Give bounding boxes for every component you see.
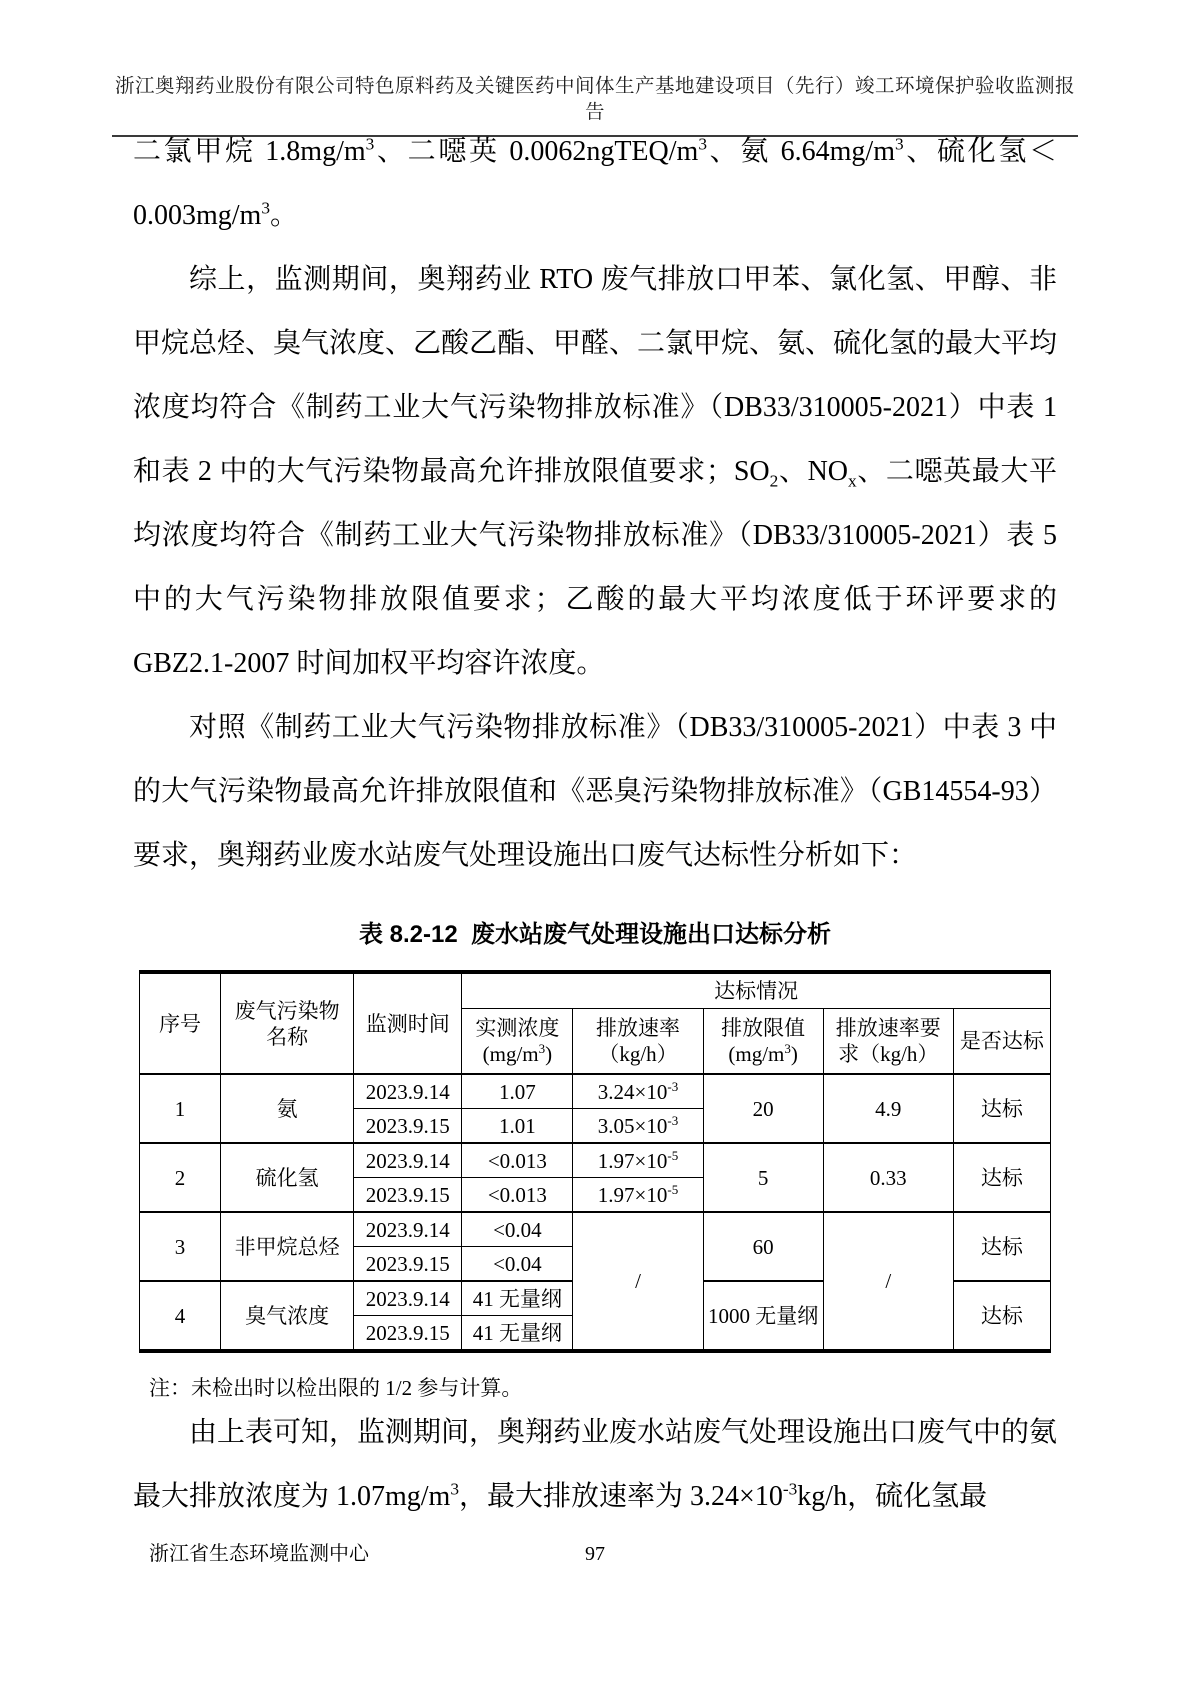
column-header-rate-req [823,1009,953,1075]
cell-conc: <0.04 [462,1212,573,1247]
column-header-limit [703,1009,823,1075]
column-header-time: 监测时间 [354,972,462,1074]
cell-seq: 4 [140,1281,221,1351]
cell-date: 2023.9.15 [354,1247,462,1282]
paragraph-emission-values: 二氯甲烷 $1.8mg/m^3$、二噁英 $0.0062ngTEQ/m^3$、氨 $6.64mg/m^3$、硫化氢$<0.003mg/m^3$。 [133,134,1057,231]
cell-pollutant: 非甲烷总烃 [221,1212,354,1281]
cell-rate-req: 4.9 [823,1074,953,1143]
table-row [140,1074,1051,1109]
report-title: 浙江奥翔药业股份有限公司特色原料药及关键医药中间体生产基地建设项目（先行）竣工环境保护验收监测报告 [114,76,1075,123]
cell-seq: 3 [140,1212,221,1281]
cell-conc: <0.013 [462,1178,573,1213]
table-title: 表 8.2-12 废水站废气处理设施出口达标分析 [358,921,832,948]
cell-rate: $3.05\times 10^{-3}$ [573,1109,703,1144]
column-header-rate-label: 排放速率 [596,1016,680,1040]
cell-rate-req: 0.33 [823,1143,953,1212]
cell-conc: 41 无量纲 [462,1316,573,1352]
column-header-rate-req-line2: 求（kg/h） [838,1042,939,1066]
cell-pollutant: 硫化氢 [221,1143,354,1212]
cell-verdict: 达标 [953,1281,1050,1351]
cell-date: 2023.9.14 [354,1143,462,1178]
cell-conc: 41 无量纲 [462,1281,573,1316]
cell-date: 2023.9.15 [354,1316,462,1352]
column-header-limit-label: 排放限值 [721,1016,806,1040]
compliance-table [139,970,1051,1353]
column-header-rate-unit: （kg/h） [598,1042,678,1066]
cell-limit: 5 [703,1143,823,1212]
cell-rate: $1.97\times 10^{-5}$ [573,1178,703,1213]
cell-date: 2023.9.14 [354,1212,462,1247]
page-footer [133,1541,1057,1571]
column-header-compliance-group: 达标情况 [462,972,1051,1009]
cell-verdict: 达标 [953,1143,1050,1212]
column-header-limit-unit: $(mg/m^3)$ [728,1041,798,1066]
cell-conc: <0.013 [462,1143,573,1178]
table-header-row-1 [140,972,1051,1009]
cell-pollutant: 臭气浓度 [221,1281,354,1351]
cell-limit: 60 [703,1212,823,1281]
cell-date: 2023.9.14 [354,1281,462,1316]
cell-conc: 1.01 [462,1109,573,1144]
table-row [140,1143,1051,1178]
footer-organization: 浙江省生态环境监测中心 [149,1543,369,1565]
cell-rate: $1.97\times 10^{-5}$ [573,1143,703,1178]
column-header-measured [462,1009,573,1075]
cell-rate-merged: / [573,1212,703,1351]
cell-pollutant: 氨 [221,1074,354,1143]
column-header-measured-label: 实测浓度 [475,1016,560,1040]
column-header-pollutant-line2: 名称 [266,1024,309,1049]
cell-rate: $3.24\times 10^{-3}$ [573,1074,703,1109]
cell-date: 2023.9.14 [354,1074,462,1109]
paragraph-conclusion: 由上表可知，监测期间，奥翔药业废水站废气处理设施出口废气中的氨最大排放浓度为 $1.07mg/m^3$，最大排放速率为 $3.24\times 10^{-3}kg/h$，硫化氢最 [133,1417,1058,1512]
paragraph-rto-summary: 综上，监测期间，奥翔药业 RTO 废气排放口甲苯、氯化氢、甲醇、非甲烷总烃、臭气浓度、乙酸乙酯、甲醛、二氯甲烷、氨、硫化氢的最大平均浓度均符合《制药工业大气污染物排放标准》（DB33/310005-2021）中表 1 和表 2 中的大气污染物最高允许排放限值要求；$SO_2$、$NO_x$、二噁英最大平均浓度均符合《制药工业大气污染物排放标准》（DB33/310005-2021）表 5 中的大气污染物排放限值要求；乙酸的最大平均浓度低于环评要求的 GBZ2.1-2007 时间加权平均容许浓度。 [133,264,1058,679]
cell-seq: 2 [140,1143,221,1212]
column-header-rate-req-line1: 排放速率要 [835,1016,941,1040]
cell-rate-req-merged: / [823,1212,953,1351]
column-header-pollutant-line1: 废气污染物 [234,998,340,1023]
column-header-measured-unit: $(mg/m^3)$ [482,1041,553,1066]
footer-page-number: 97 [585,1543,605,1565]
table-row [140,1212,1051,1247]
cell-conc: 1.07 [462,1074,573,1109]
cell-date: 2023.9.15 [354,1178,462,1213]
cell-limit: 1000 无量纲 [703,1281,823,1351]
cell-verdict: 达标 [953,1212,1050,1281]
table-note: 注：未检出时以检出限的 1/2 参与计算。 [149,1376,523,1400]
page-content [133,120,1057,1529]
paragraph-standard-comparison: 对照《制药工业大气污染物排放标准》（DB33/310005-2021）中表 3 中的大气污染物最高允许排放限值和《恶臭污染物排放标准》（GB14554-93）要求，奥翔药业废水站废气处理设施出口废气达标性分析如下： [133,712,1057,871]
cell-seq: 1 [140,1074,221,1143]
column-header-rate [573,1009,703,1075]
cell-date: 2023.9.15 [354,1109,462,1144]
column-header-seq: 序号 [140,972,221,1074]
column-header-pollutant [221,972,354,1074]
column-header-verdict: 是否达标 [953,1009,1050,1075]
cell-conc: <0.04 [462,1247,573,1282]
cell-limit: 20 [703,1074,823,1143]
cell-verdict: 达标 [953,1074,1050,1143]
